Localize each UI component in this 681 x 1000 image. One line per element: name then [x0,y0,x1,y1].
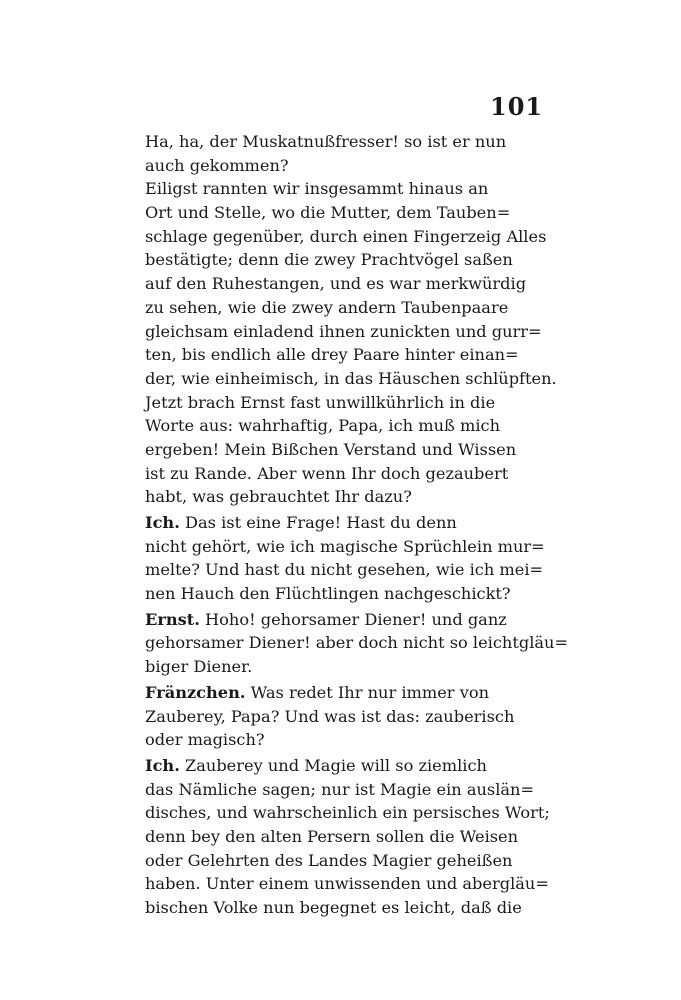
text-line: Eiligst rannten wir insgesammt hinaus an [145,179,489,199]
dialogue-line [145,511,535,535]
speaker-name: Ich. [145,513,180,532]
text-line: das Nämliche sagen; nur ist Magie ein auslän= [145,779,535,799]
text-line: biger Diener. [145,657,253,677]
text-line: melte? Und hast du nicht gesehen, wie ich mei= [145,560,544,580]
speaker-name: Ich. [145,755,180,775]
text-line: bestätigte; denn die zwey Prachtvögel saßen [145,250,513,270]
text-line: bischen Volke nun begegnet es leicht, daß die [145,898,522,917]
text-line: denn bey den alten Persern sollen die Weisen [145,826,519,846]
page-number: 101 [490,92,544,121]
dialogue-text: Zauberey und Magie will so ziemlich [185,755,487,775]
text-line: oder magisch? [145,730,265,750]
text-line: auf den Ruhestangen, und es war merkwürdig [145,274,527,294]
dialogue-text: Das ist eine Frage! Hast du denn [185,513,457,532]
speaker-name: Fränzchen. [145,682,246,702]
text-line: auch gekommen? [145,155,289,175]
text-line: Worte aus: wahrhaftig, Papa, ich muß mich [145,416,500,436]
text-line: ist zu Rande. Aber wenn Ihr doch gezaubert [145,463,509,483]
dialogue-line [145,608,535,632]
text-line: zu sehen, wie die zwey andern Taubenpaare [145,297,509,317]
text-line: ergeben! Mein Bißchen Verstand und Wissen [145,439,517,459]
dialogue-line [145,754,535,778]
text-line: Zauberey, Papa? Und was ist das: zauberisch [145,706,515,726]
text-line: haben. Unter einem unwissenden und abergläu= [145,874,549,894]
dialogue-text: Was redet Ihr nur immer von [250,682,490,702]
dialogue-text: Hoho! gehorsamer Diener! und ganz [205,609,507,629]
text-line: gehorsamer Diener! aber doch nicht so leichtgläu= [145,633,569,653]
text-line: Jetzt brach Ernst fast unwillkührlich in die [145,392,496,412]
text-line: ten, bis endlich alle drey Paare hinter einan= [145,345,519,365]
text-line: disches, und wahrscheinlich ein persisches Wort; [145,803,550,823]
text-line: Ha, ha, der Muskatnußfresser! so ist er nun [145,132,507,151]
text-line: oder Gelehrten des Landes Magier geheißen [145,850,513,870]
text-line: der, wie einheimisch, in das Häuschen schlüpften. [145,368,557,388]
text-line: gleichsam einladend ihnen zunickten und gurr= [145,321,542,341]
text-line: Ort und Stelle, wo die Mutter, dem Tauben= [145,203,511,223]
dialogue-line [145,681,535,705]
text-line: schlage gegenüber, durch einen Fingerzeig Alles [145,226,547,246]
text-line: nen Hauch den Flüchtlingen nachgeschickt? [145,584,511,604]
text-line: nicht gehört, wie ich magische Sprüchlein mur= [145,536,545,556]
text-line: habt, was gebrauchtet Ihr dazu? [145,487,412,507]
body-text [145,130,569,920]
speaker-name: Ernst. [145,609,200,629]
